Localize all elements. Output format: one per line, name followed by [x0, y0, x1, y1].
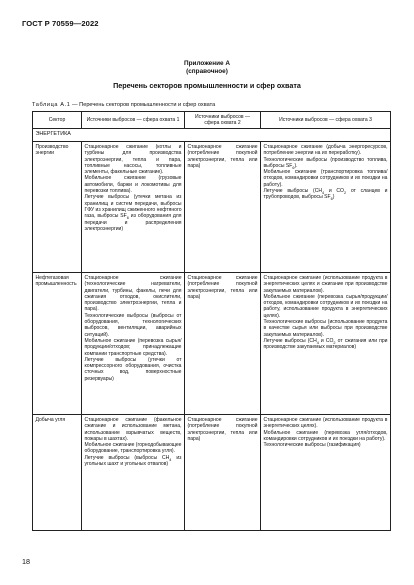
- column-header-scope3: Источники выбросов — сфера охвата 3: [261, 112, 391, 129]
- scope3-paragraph: Технологические выбросы (использование продукта в качестве сырья или выбросы при производстве закупаемых материалов).: [263, 319, 388, 338]
- sector-cell: Производство энергии: [33, 142, 82, 273]
- scope1-cell: [82, 142, 185, 273]
- standard-header: ГОСТ Р 70559—2022: [22, 19, 99, 28]
- table-header-row: [33, 112, 391, 129]
- scope1-paragraph: Летучие выбросы (утечки метана из хранилищ и систем передачи, выбросы ГФУ из хранилищ сжиженного нефтяного газа, выбросы $SF_6$ из оборудования для передачи и распределения электроэнергии): [84, 194, 182, 232]
- scope1-paragraph: Стационарное сжигание (факельное сжигание и использование метана, использование взрывчатых веществ, пожары в шахтах).: [84, 417, 182, 442]
- scope2-cell: Стационарное сжигание (потребление покупной электроэнергии, тепла или пара): [185, 273, 261, 415]
- scope1-paragraph: Летучие выбросы (утечки от компрессорного оборудования, очистка сточных вод, поверхностные резервуары): [84, 356, 182, 382]
- section-title: ЭНЕРГЕТИКА: [33, 129, 391, 142]
- scope3-cell: [261, 142, 391, 273]
- annex-heading: [0, 60, 414, 76]
- scope1-cell: [82, 415, 185, 531]
- sector-cell: Добыча угля: [33, 415, 82, 531]
- scope1-paragraph: Мобильное сжигание (горнодобывающее оборудование, транспортировка угля).: [84, 442, 182, 455]
- scope1-paragraph: Технологические выбросы (выбросы от оборудования, технологических выбросов, вентиляции, аварийных ситуаций).: [84, 312, 182, 338]
- document-title: Перечень секторов промышленности и сфер охвата: [113, 81, 301, 90]
- scope3-cell: [261, 415, 391, 531]
- scope3-paragraph: Стационарное сжигание (использование продукта в энергетических целях и сжигание при производстве закупаемых материалов).: [263, 275, 388, 294]
- table-row: [33, 415, 391, 531]
- scope1-paragraph: Стационарное сжигание (технологические нагреватели, двигатели, турбины, факелы, печи для сжигания отходов, окислители, производство электроэнергии, тепла и пара).: [84, 275, 182, 313]
- sectors-table: [32, 111, 391, 531]
- scope3-cell: [261, 273, 391, 415]
- annex-title: Приложение А: [184, 60, 230, 67]
- scope3-paragraph: Стационарное сжигание (использование продукта в энергетических целях).: [263, 417, 388, 430]
- scope1-paragraph: Мобильное сжигание (грузовые автомобили, баржи и локомотивы для перевозки топлива).: [84, 175, 182, 195]
- scope3-paragraph: Мобильное сжигание (перевозка угля/отходов, командировки сотрудников и их поездки на работу).: [263, 429, 388, 442]
- table-row: [33, 273, 391, 415]
- scope2-cell: Стационарное сжигание (потребление покупной электроэнергии, тепла или пара): [185, 142, 261, 273]
- sector-cell: Нефтегазовая промышленность: [33, 273, 82, 415]
- scope3-paragraph: Летучие выбросы ($CH_4$ и $CO_2$ от сланцев и трубопроводов, выбросы $SF_6$): [263, 188, 388, 202]
- scope1-paragraph: Летучие выбросы (выбросы $CH_4$ из угольных шахт и угольных отвалов): [84, 454, 182, 468]
- scope3-paragraph: Технологические выбросы (газификация): [263, 442, 361, 449]
- table-row: [33, 142, 391, 273]
- scope3-paragraph: Мобильное сжигание (перевозка сырья/продукции/отходов, командировки сотрудников и их поездки на работу, использование продукта в энергетических целях).: [263, 293, 388, 319]
- scope2-cell: Стационарное сжигание (потребление покупной электроэнергии, тепла или пара): [185, 415, 261, 531]
- column-header-sector: Сектор: [33, 112, 82, 129]
- table-caption-text: — Перечень секторов промышленности и сфер охвата: [70, 102, 216, 108]
- scope1-cell: [82, 273, 185, 415]
- scope3-paragraph: Стационарное сжигание (добыча энергоресурсов, потребление энергии на их переработку).: [263, 144, 388, 157]
- section-row: [33, 129, 391, 142]
- scope1-paragraph: Стационарное сжигание (котлы и турбины для производства электроэнергии, тепла и пара, топливные насосы, топливные элементы, факельные сжигание).: [84, 144, 182, 176]
- table-caption-label: Таблица А.1: [32, 102, 71, 108]
- scope3-paragraph: Мобильное сжигание (транспортировка топлива/отходов, командировки сотрудников и их поездки на работу).: [263, 169, 388, 188]
- scope3-paragraph: Летучие выбросы ($CH_4$ и $CO_2$ от сжигания или при производстве закупаемых материалов): [263, 337, 388, 351]
- table-caption: [32, 102, 215, 108]
- annex-type: (справочное): [186, 68, 228, 75]
- page-number: 18: [22, 557, 30, 566]
- column-header-scope1: Источники выбросов — сфера охвата 1: [82, 112, 185, 129]
- scope3-paragraph: Технологические выбросы (производство топлива, выбросы $SF_6$).: [263, 156, 388, 170]
- scope1-paragraph: Мобильное сжигание (перевозка сырья/продукции/отходов; принадлежащие компании транспортные средства).: [84, 337, 182, 357]
- column-header-scope2: Источники выбросов — сфера охвата 2: [185, 112, 261, 129]
